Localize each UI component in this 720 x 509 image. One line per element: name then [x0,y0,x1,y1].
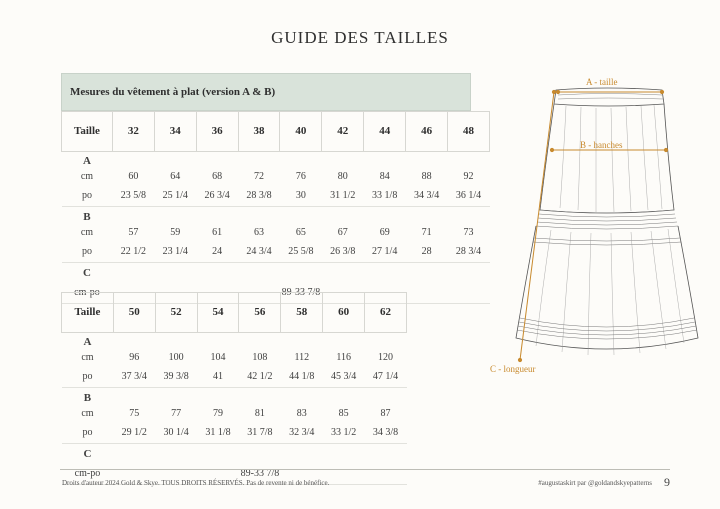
b-po-cell: 28 [406,240,448,263]
unit-po: po [62,240,113,263]
a-po-cell: 47 1/4 [365,365,407,388]
unit-po: po [62,421,114,444]
a-po-cell: 33 1/8 [364,184,406,207]
b-cm-cell: 73 [463,227,474,238]
size-cell: 46 [406,112,448,152]
a-po-cell: 41 [197,365,239,388]
unit-cm-po: cm-po [62,462,114,485]
b-cm-cell: 61 [212,227,223,238]
b-po-cell: 31 7/8 [239,421,281,444]
c-value-cell: 89-33 7/8 [113,462,406,485]
b-cm-cell: 75 [129,408,140,419]
b-po-cell: 23 1/4 [154,240,196,263]
size-cell: 34 [154,112,196,152]
a-po-cell: 39 3/8 [155,365,197,388]
a-po-cell: 28 3/8 [238,184,280,207]
b-cm-cell: 71 [421,227,432,238]
row-label-b: B [83,211,91,223]
skirt-diagram [476,70,706,380]
taille-label: Taille [62,293,114,333]
row-label-c: C [82,267,91,279]
b-cm-cell: 63 [254,227,265,238]
label-c-longueur: C - longueur [490,364,536,374]
size-header-row [62,293,407,333]
size-cell: 48 [448,112,490,152]
row-label-b: B [83,392,92,404]
size-table-2 [61,292,407,485]
a-cm-cell: 104 [210,352,226,363]
a-cm-cell: 80 [337,171,348,182]
length-measure-line [520,92,554,360]
a-po-cell: 34 3/4 [406,184,448,207]
b-cm-cell: 85 [338,408,349,419]
size-cell: 44 [364,112,406,152]
a-cm-cell: 68 [212,171,223,182]
skirt-upper-tier [540,104,674,213]
unit-cm-po: cm-po [62,281,113,304]
c-value-cell: 89-33 7/8 [112,281,489,304]
footer-divider [60,469,670,470]
b-po-cell: 24 3/4 [238,240,280,263]
a-cm-cell: 76 [295,171,306,182]
unit-cm: cm [80,227,94,238]
a-po-cell: 31 1/2 [322,184,364,207]
size-cell: 60 [323,293,365,333]
size-cell: 50 [113,293,155,333]
size-cell: 42 [322,112,364,152]
b-po-cell: 34 3/8 [365,421,407,444]
b-po-cell: 24 [196,240,238,263]
b-po-cell: 22 1/2 [112,240,154,263]
b-cm-cell: 57 [128,227,139,238]
unit-cm: cm [81,408,94,419]
footer-credit: #augustaskirt par @goldandskyepatterns [538,479,652,487]
page-title: GUIDE DES TAILLES [271,28,449,47]
a-cm-cell: 84 [379,171,390,182]
unit-cm: cm [80,171,94,182]
a-cm-cell: 120 [378,352,394,363]
a-cm-cell: 88 [421,171,432,182]
a-po-cell: 26 3/4 [196,184,238,207]
row-label-c: C [83,448,92,460]
b-cm-cell: 77 [171,408,182,419]
b-po-cell: 26 3/8 [322,240,364,263]
b-cm-cell: 83 [296,408,307,419]
size-header-row [62,112,490,152]
size-table-1 [61,111,490,304]
unit-po: po [62,365,114,388]
b-po-cell: 29 1/2 [113,421,155,444]
section-banner: Mesures du vêtement à plat (version A & B) [61,73,471,111]
a-cm-cell: 92 [463,171,474,182]
label-b-hanches: B - hanches [580,140,623,150]
b-cm-cell: 69 [379,227,390,238]
a-po-cell: 23 5/8 [112,184,154,207]
a-cm-cell: 60 [128,171,139,182]
taille-label: Taille [62,112,113,152]
b-po-cell: 32 3/4 [281,421,323,444]
row-label-a: A [83,336,92,348]
size-cell: 54 [197,293,239,333]
size-cell: 62 [365,293,407,333]
a-po-cell: 44 1/8 [281,365,323,388]
a-cm-cell: 96 [129,352,140,363]
a-po-cell: 37 3/4 [113,365,155,388]
a-cm-cell: 116 [336,352,351,363]
unit-po: po [62,184,113,207]
a-po-cell: 45 3/4 [323,365,365,388]
row-label-a: A [82,155,91,167]
a-cm-cell: 64 [170,171,181,182]
b-cm-cell: 81 [254,408,265,419]
b-cm-cell: 59 [170,227,181,238]
size-cell: 32 [112,112,154,152]
size-cell: 58 [281,293,323,333]
a-po-cell: 36 1/4 [448,184,490,207]
b-po-cell: 33 1/2 [323,421,365,444]
a-po-cell: 30 [280,184,322,207]
b-po-cell: 25 5/8 [280,240,322,263]
b-cm-cell: 79 [213,408,224,419]
a-po-cell: 25 1/4 [154,184,196,207]
b-po-cell: 31 1/8 [197,421,239,444]
b-po-cell: 28 3/4 [448,240,490,263]
b-po-cell: 27 1/4 [364,240,406,263]
a-cm-cell: 108 [252,352,268,363]
size-cell: 36 [196,112,238,152]
a-cm-cell: 72 [254,171,265,182]
a-cm-cell: 100 [168,352,184,363]
size-cell: 52 [155,293,197,333]
size-cell: 40 [280,112,322,152]
b-cm-cell: 65 [295,227,306,238]
a-po-cell: 42 1/2 [239,365,281,388]
size-cell: 38 [238,112,280,152]
page-number: 9 [664,475,670,489]
size-cell: 56 [239,293,281,333]
footer-copyright: Droits d'auteur 2024 Gold & Skye. TOUS DROITS RÉSERVÉS. Pas de revente ni de bénéfice. [62,479,330,487]
b-po-cell: 30 1/4 [155,421,197,444]
a-cm-cell: 112 [294,352,310,363]
unit-cm: cm [81,352,94,363]
waistband-outline [554,88,664,106]
b-cm-cell: 67 [337,227,348,238]
label-a-taille: A - taille [586,77,618,87]
b-cm-cell: 87 [380,408,391,419]
